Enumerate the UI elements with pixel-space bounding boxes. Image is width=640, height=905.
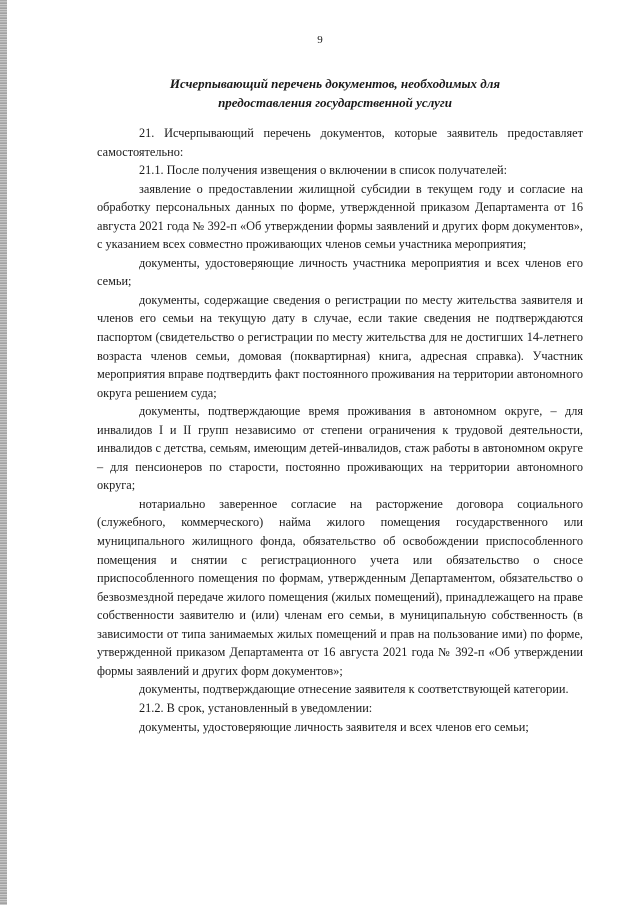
paragraph-residence-time-documents: документы, подтверждающие время проживания в автономном округе, – для инвалидов I и II групп независимо от степени ограничения к трудовой деятельности, инвалидов с детства, семьям, имеющим детей-инвалидов, стаж работы в автономном округе – для пенсионеров по старости, постоянно проживающих на территории автономного округа; xyxy=(97,404,583,493)
paragraph-notarized-consent: нотариально заверенное согласие на расторжение договора социального (служебного, коммерческого) найма жилого помещения государственного или муниципального жилищного фонда, обязательство об освобождении приспособленного помещения и снятии с регистрационного учета или обязательство о сносе приспособленного помещения по формам, утвержденным Департаментом, обязательство о безвозмездной передаче жилого помещения (жилых помещений), принадлежащего на праве собственности заявителю и (или) членам его семьи, в муниципальную собственность (в зависимости от типа занимаемых жилых помещений и прав на пользование ими) по форме, утвержденной приказом Департамента от 16 августа 2021 года № 392-п «Об утверждении формы заявлений и других форм документов»; xyxy=(97,496,583,678)
document-body xyxy=(97,124,583,736)
section-heading-line-2: предоставления государственной услуги xyxy=(218,95,452,110)
paragraph-category-documents: документы, подтверждающие отнесение заявителя к соответствующей категории. xyxy=(139,682,569,697)
paragraph-registration-documents: документы, содержащие сведения о регистрации по месту жительства заявителя и членов его семьи на текущую дату в случае, если такие сведения не подтверждаются паспортом (свидетельство о регистрации по месту жительства для не достигших 14-летнего возраста членов семьи, домовая (поквартирная) книга, адресная справка). Участник мероприятия вправе подтвердить факт постоянного проживания на территории автономного округа решением суда; xyxy=(97,292,583,400)
paragraph-21-2: 21.2. В срок, установленный в уведомлении: xyxy=(139,700,373,715)
section-heading xyxy=(110,74,560,112)
paragraph-identity-documents-family: документы, удостоверяющие личность заявителя и всех членов его семьи; xyxy=(139,719,529,734)
section-heading-line-1: Исчерпывающий перечень документов, необходимых для xyxy=(169,76,501,91)
paragraph-application-consent: заявление о предоставлении жилищной субсидии в текущем году и согласие на обработку персональных данных по форме, утвержденной приказом Департамента от 16 августа 2021 года № 392-п «Об утверждении формы заявлений и других форм документов», с указанием всех совместно проживающих членов семьи участника мероприятия; xyxy=(97,181,583,252)
page-number: 9 xyxy=(317,34,323,46)
scan-binding-edge xyxy=(0,0,7,905)
paragraph-21: 21. Исчерпывающий перечень документов, которые заявитель предоставляет самостоятельно: xyxy=(97,126,583,159)
paragraph-identity-documents: документы, удостоверяющие личность участника мероприятия и всех членов его семьи; xyxy=(97,255,583,289)
paragraph-21-1: 21.1. После получения извещения о включении в список получателей: xyxy=(139,163,508,178)
